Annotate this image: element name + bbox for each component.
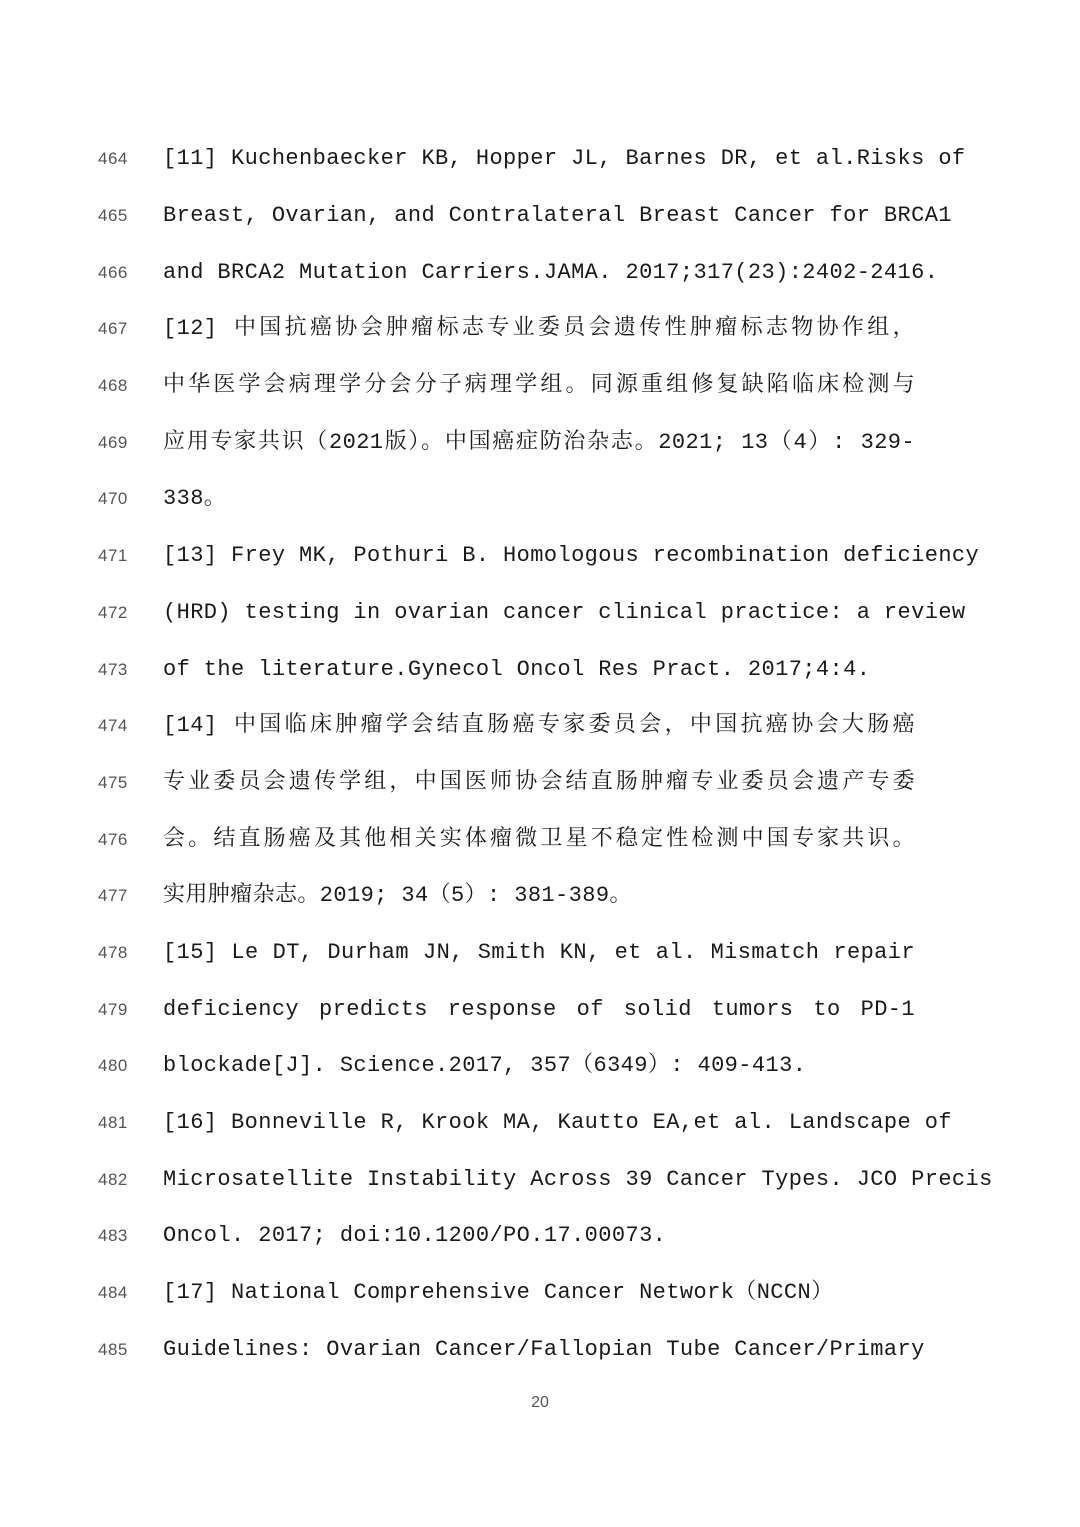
line-number: 467 xyxy=(98,319,128,339)
text-line xyxy=(0,811,1080,868)
text-line xyxy=(0,414,1080,471)
line-text: Guidelines: Ovarian Cancer/Fallopian Tube Cancer/Primary xyxy=(163,1336,925,1362)
text-line xyxy=(0,1208,1080,1265)
text-line xyxy=(0,1095,1080,1152)
line-number: 465 xyxy=(98,206,128,226)
line-text: 应用专家共识（2021版）。中国癌症防治杂志。2021; 13（4）: 329- xyxy=(163,429,915,455)
text-line xyxy=(0,1265,1080,1322)
text-line xyxy=(0,981,1080,1038)
line-text: Oncol. 2017; doi:10.1200/PO.17.00073. xyxy=(163,1223,667,1249)
text-line xyxy=(0,528,1080,585)
line-text: [16] Bonneville R, Krook MA, Kautto EA,et al. Landscape of xyxy=(163,1110,952,1136)
line-text: 中华医学会病理学分会分子病理学组。同源重组修复缺陷临床检测与 xyxy=(163,373,915,399)
text-line xyxy=(0,641,1080,698)
line-number: 481 xyxy=(98,1113,128,1133)
line-number: 464 xyxy=(98,149,128,169)
text-line xyxy=(0,131,1080,188)
line-text: Microsatellite Instability Across 39 Cancer Types. JCO Precis xyxy=(163,1166,993,1192)
line-text: 会。结直肠癌及其他相关实体瘤微卫星不稳定性检测中国专家共识。 xyxy=(163,826,915,852)
line-number: 468 xyxy=(98,376,128,396)
text-line xyxy=(0,301,1080,358)
line-number: 469 xyxy=(98,432,128,452)
line-text: (HRD) testing in ovarian cancer clinical practice: a review xyxy=(163,599,966,625)
reference-list xyxy=(0,131,1080,1378)
line-number: 484 xyxy=(98,1283,128,1303)
line-text: [17] National Comprehensive Cancer Network（NCCN） xyxy=(163,1280,834,1306)
text-line xyxy=(0,868,1080,925)
text-line xyxy=(0,925,1080,982)
line-number: 470 xyxy=(98,489,128,509)
line-text: 专业委员会遗传学组，中国医师协会结直肠肿瘤专业委员会遗产专委 xyxy=(163,769,915,795)
line-text: of the literature.Gynecol Oncol Res Pract. 2017;4:4. xyxy=(163,656,871,682)
line-number: 483 xyxy=(98,1226,128,1246)
text-line xyxy=(0,358,1080,415)
text-line xyxy=(0,698,1080,755)
line-text: and BRCA2 Mutation Carriers.JAMA. 2017;317(23):2402-2416. xyxy=(163,259,939,285)
line-number: 473 xyxy=(98,659,128,679)
text-line xyxy=(0,585,1080,642)
line-number: 476 xyxy=(98,829,128,849)
text-line xyxy=(0,1151,1080,1208)
line-number: 479 xyxy=(98,999,128,1019)
line-number: 471 xyxy=(98,546,128,566)
line-text: [15] Le DT, Durham JN, Smith KN, et al. Mismatch repair xyxy=(163,939,915,965)
line-number: 474 xyxy=(98,716,128,736)
line-text: 338。 xyxy=(163,486,227,512)
line-number: 478 xyxy=(98,942,128,962)
text-line xyxy=(0,755,1080,812)
line-number: 480 xyxy=(98,1056,128,1076)
line-text: [13] Frey MK, Pothuri B. Homologous recombination deficiency xyxy=(163,543,980,569)
line-number: 482 xyxy=(98,1169,128,1189)
text-line xyxy=(0,188,1080,245)
line-text: [11] Kuchenbaecker KB, Hopper JL, Barnes DR, et al.Risks of xyxy=(163,146,966,172)
text-line xyxy=(0,1321,1080,1378)
line-number: 477 xyxy=(98,886,128,906)
line-number: 485 xyxy=(98,1339,128,1359)
line-text: blockade[J]. Science.2017, 357（6349）: 409-413. xyxy=(163,1053,807,1079)
line-text: [14] 中国临床肿瘤学会结直肠癌专家委员会，中国抗癌协会大肠癌 xyxy=(163,713,915,739)
text-line xyxy=(0,471,1080,528)
line-text: Breast, Ovarian, and Contralateral Breast Cancer for BRCA1 xyxy=(163,203,952,229)
line-number: 475 xyxy=(98,772,128,792)
line-text: deficiency predicts response of solid tumors to PD-1 xyxy=(163,996,915,1022)
text-line xyxy=(0,1038,1080,1095)
line-number: 472 xyxy=(98,602,128,622)
line-number: 466 xyxy=(98,262,128,282)
line-text: [12] 中国抗癌协会肿瘤标志专业委员会遗传性肿瘤标志物协作组， xyxy=(163,316,915,342)
page-number: 20 xyxy=(531,1394,549,1411)
line-text: 实用肿瘤杂志。2019; 34（5）: 381-389。 xyxy=(163,883,632,909)
text-line xyxy=(0,244,1080,301)
